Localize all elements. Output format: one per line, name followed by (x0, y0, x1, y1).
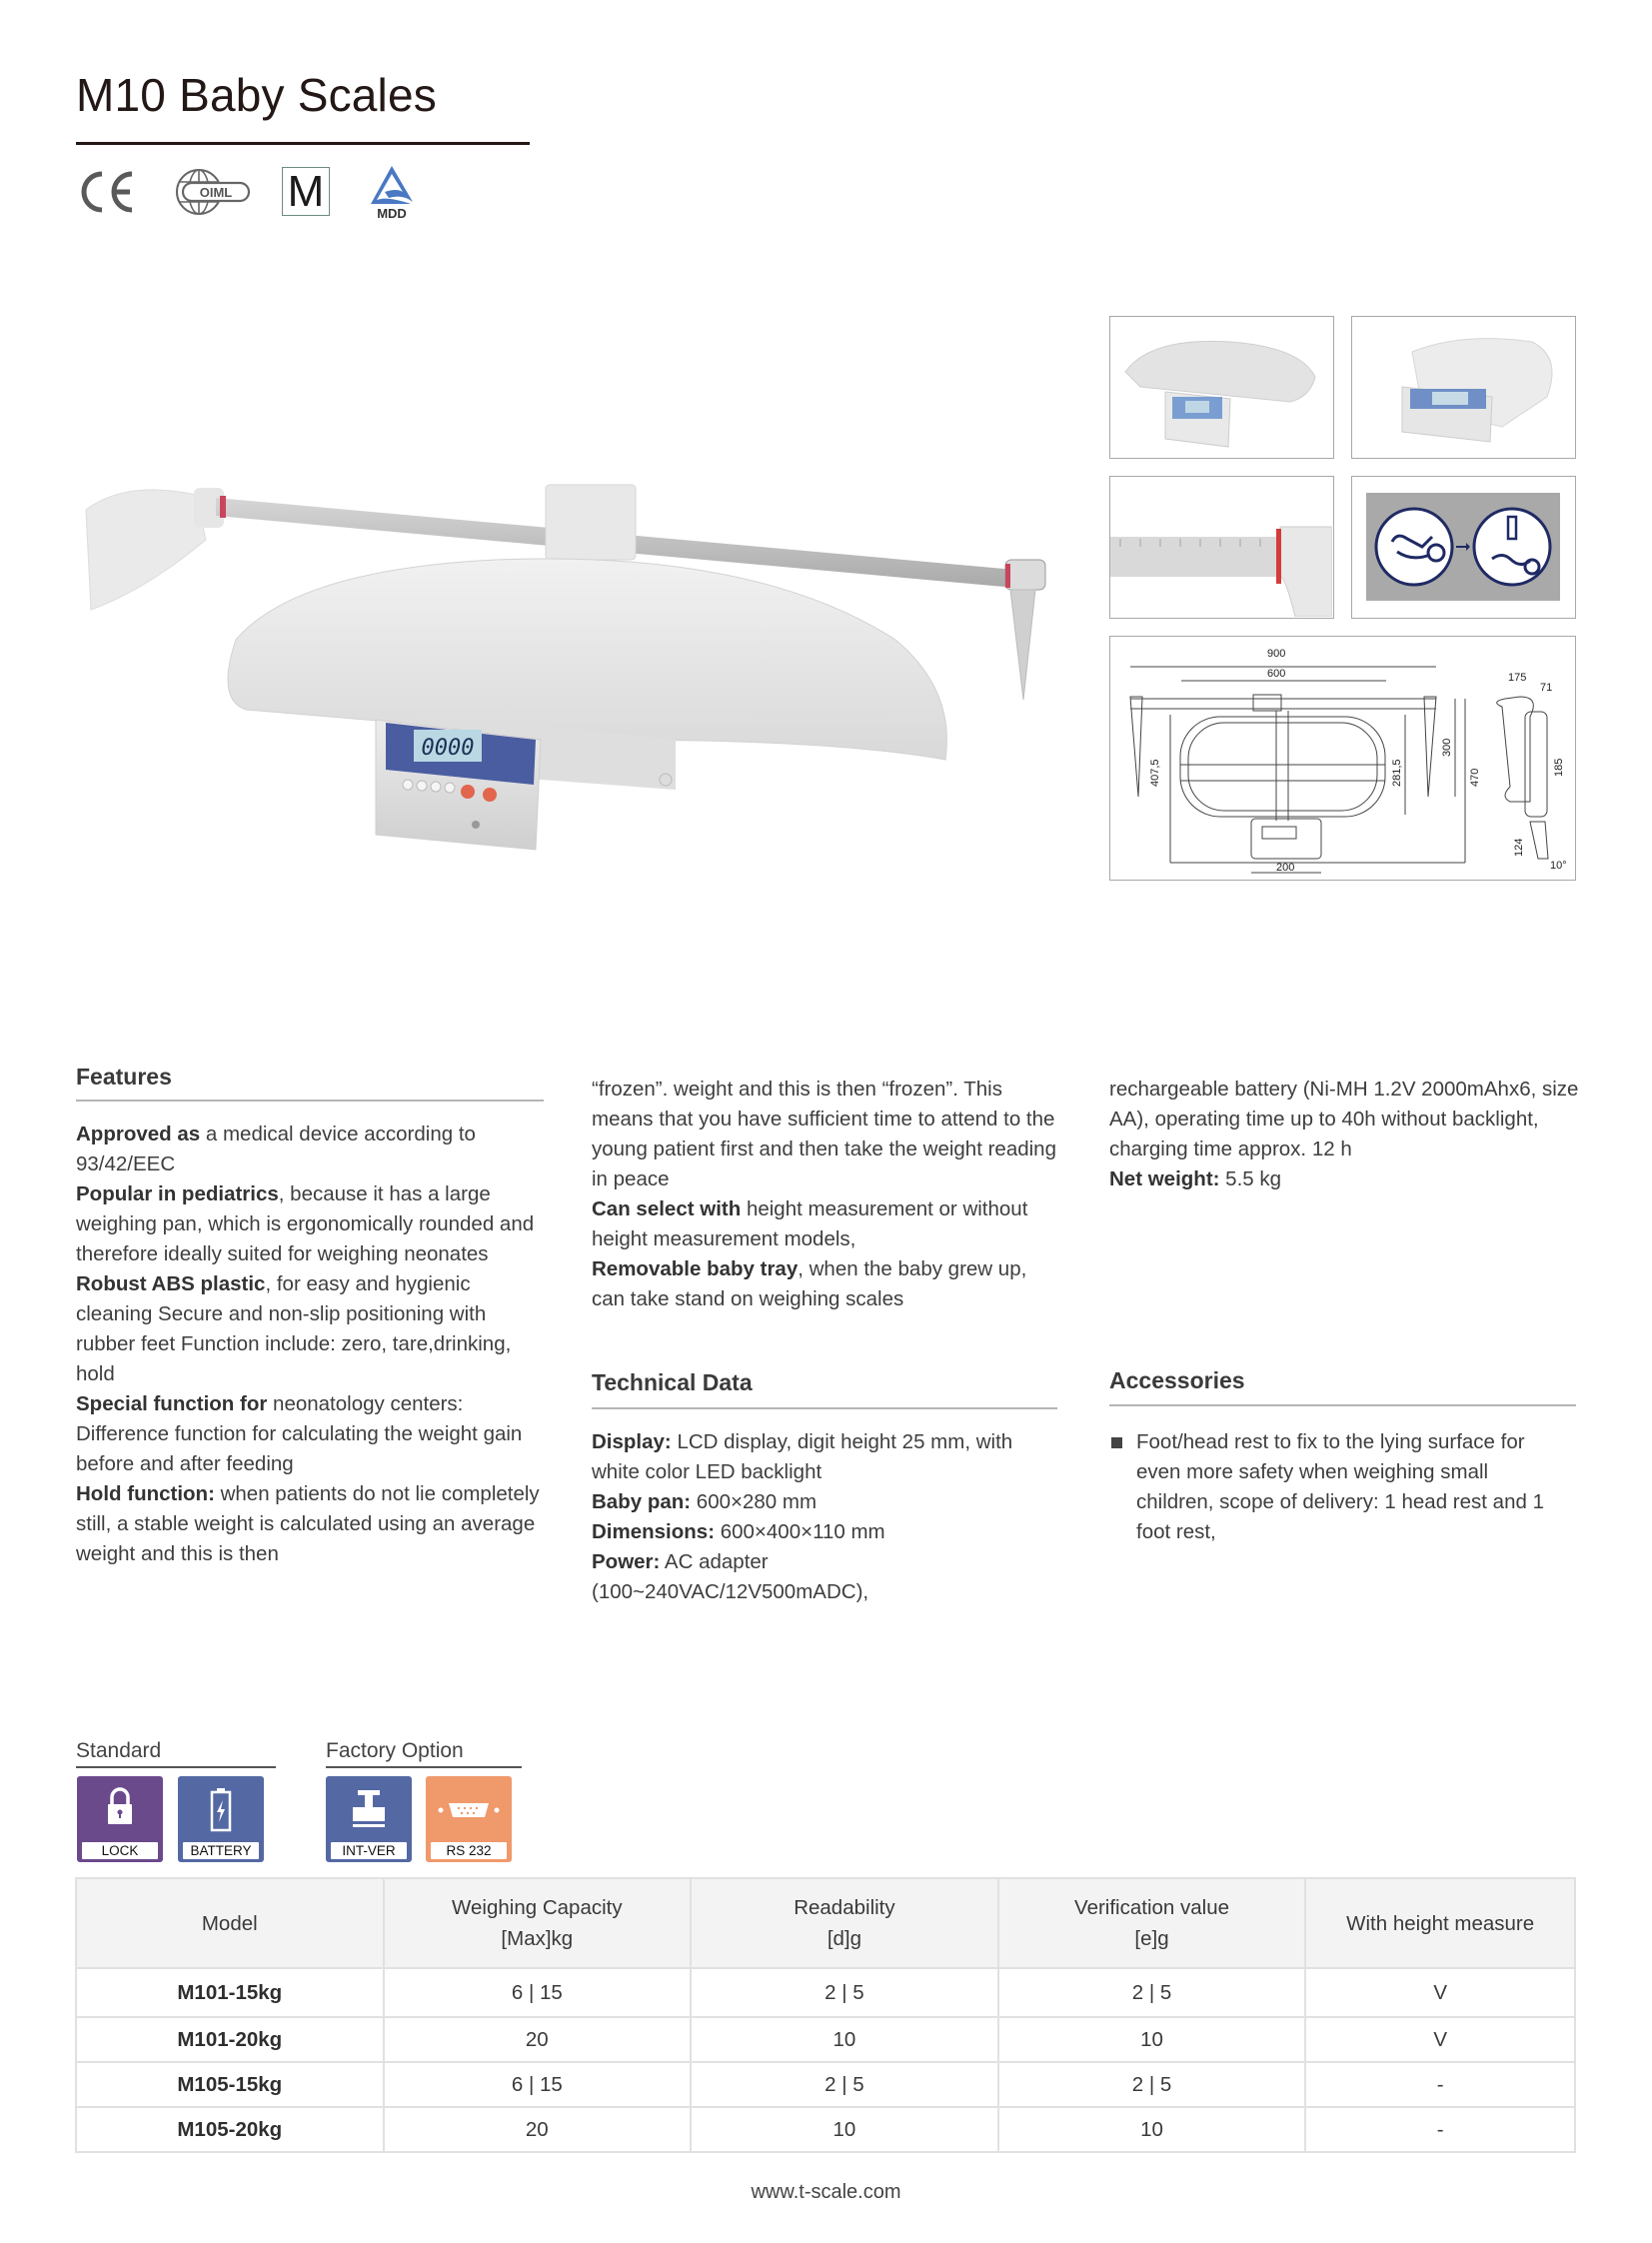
header-capacity: Weighing Capacity [Max]kg (384, 1878, 692, 1968)
factory-options-rule (326, 1766, 522, 1768)
cell-height-measure: V (1305, 2017, 1575, 2062)
accessory-item: Foot/head rest to fix to the lying surface for even more safety when weighing small children, scope of delivery: 1 head rest and 1 foot rest, (1109, 1427, 1579, 1547)
option-caption: LOCK (82, 1842, 158, 1859)
cell-readability: 10 (691, 2107, 998, 2152)
features-rule (76, 1100, 544, 1102)
cell-readability: 2 | 5 (691, 2062, 998, 2107)
dim-281-5: 281,5 (1391, 759, 1403, 787)
mdd-logo-icon (362, 160, 422, 224)
lcd-reading: 0000 (421, 736, 475, 761)
feature-item: Hold function: when patients do not lie completely still, a stable weight is calculated using an average weight and this is then (76, 1482, 540, 1565)
table-row (76, 2062, 1575, 2107)
cell-model: M105-20kg (76, 2107, 384, 2152)
dim-124: 124 (1513, 838, 1525, 857)
dim-185: 185 (1553, 758, 1565, 777)
cell-model: M101-15kg (76, 1968, 384, 2017)
accessories-heading: Accessories (1109, 1367, 1245, 1393)
footer-website[interactable]: www.t-scale.com (751, 2181, 901, 2203)
thumbnail-scale-without-rod (1109, 316, 1334, 459)
lock-icon (77, 1786, 163, 1830)
cell-readability: 2 | 5 (691, 1968, 998, 2017)
table-row (76, 2107, 1575, 2152)
features-continued (592, 1075, 1063, 1314)
cell-capacity: 20 (384, 2107, 692, 2152)
title-underline (76, 142, 530, 145)
feature-item: Approved as a medical device according to 93/42/EEC (76, 1122, 476, 1175)
metrology-m-label: M (287, 166, 325, 216)
metrology-m-mark (282, 167, 330, 216)
thumbnail-compact-scale (1351, 316, 1576, 459)
header-readability: Readability [d]g (691, 1878, 998, 1968)
cell-verification: 2 | 5 (998, 2062, 1306, 2107)
feature-item: Popular in pediatrics, because it has a large weighing pan, which is ergonomically rounded and therefore ideally suited for weighing neonates (76, 1182, 535, 1265)
option-caption: BATTERY (183, 1842, 259, 1859)
header-model: Model (76, 1878, 384, 1968)
technical-data-rule (592, 1407, 1057, 1409)
product-main-image (76, 440, 1075, 890)
dimension-drawing (1109, 636, 1576, 881)
accessories-rule (1109, 1404, 1576, 1406)
header-height-measure: With height measure (1305, 1878, 1575, 1968)
table-header-row (76, 1878, 1575, 1968)
tech-continued-text: rechargeable battery (Ni-MH 1.2V 2000mAhx6, size AA), operating time up to 40h without backlight, charging time approx. 12 h (1109, 1078, 1579, 1160)
option-tile-lock (77, 1776, 163, 1862)
option-tile-battery (178, 1776, 264, 1862)
tech-item: Baby pan: 600×280 mm (592, 1490, 818, 1513)
cell-verification: 10 (998, 2107, 1306, 2152)
technical-data-heading: Technical Data (592, 1369, 753, 1395)
standard-options-rule (76, 1766, 276, 1768)
ce-mark-icon (76, 166, 140, 218)
bullet-square-icon (1111, 1437, 1122, 1448)
feature-item: Can select with height measurement or without height measurement models, (592, 1197, 1028, 1250)
net-weight: Net weight: 5.5 kg (1109, 1167, 1282, 1190)
cell-verification: 2 | 5 (998, 1968, 1306, 2017)
tech-item: Power: AC adapter (100~240VAC/12V500mADC), (592, 1550, 869, 1603)
option-tile-int-ver (326, 1776, 412, 1862)
dim-10deg: 10° (1550, 860, 1567, 872)
dim-470: 470 (1469, 768, 1481, 787)
accessories-list (1109, 1427, 1579, 1547)
cell-model: M101-20kg (76, 2017, 384, 2062)
serial-port-icon (426, 1800, 512, 1820)
technical-data-continued (1109, 1075, 1579, 1194)
feature-continued-text: “frozen”. weight and this is then “frozen”. This means that you have sufficient time to attend to the young patient first and then take the weight reading in peace (592, 1078, 1056, 1190)
feature-item: Robust ABS plastic, for easy and hygienic cleaning Secure and non-slip positioning with rubber feet Function include: zero, tare,drinking, hold (76, 1272, 512, 1385)
header-verification: Verification value [e]g (998, 1878, 1306, 1968)
factory-options-label: Factory Option (326, 1739, 464, 1762)
cell-capacity: 6 | 15 (384, 1968, 692, 2017)
svg-text:OIML: OIML (199, 185, 233, 200)
dim-300: 300 (1441, 738, 1453, 757)
cell-capacity: 20 (384, 2017, 692, 2062)
option-caption: INT-VER (331, 1842, 407, 1859)
mdd-label: MDD (377, 205, 407, 221)
table-row (76, 2017, 1575, 2062)
cell-readability: 10 (691, 2017, 998, 2062)
tech-item: Dimensions: 600×400×110 mm (592, 1520, 885, 1543)
page-title: M10 Baby Scales (76, 69, 437, 121)
dim-407-5: 407,5 (1149, 759, 1161, 787)
dim-175: 175 (1508, 672, 1527, 684)
feature-item: Special function for neonatology centers: Difference function for calculating the weight gain before and after feeding (76, 1392, 523, 1475)
features-heading: Features (76, 1064, 172, 1090)
cell-height-measure: - (1305, 2062, 1575, 2107)
cell-height-measure: - (1305, 2107, 1575, 2152)
spec-table (75, 1877, 1576, 2153)
stamp-icon (326, 1786, 412, 1836)
battery-icon (178, 1786, 264, 1836)
option-caption: RS 232 (431, 1842, 507, 1859)
thumbnail-height-rod-detail (1109, 476, 1334, 619)
cell-height-measure: V (1305, 1968, 1575, 2017)
oiml-logo-icon (172, 166, 254, 218)
dim-600: 600 (1267, 668, 1286, 680)
technical-data-list (592, 1427, 1063, 1607)
cell-capacity: 6 | 15 (384, 2062, 692, 2107)
table-row (76, 1968, 1575, 2017)
thumbnail-feeding-function-icon (1351, 476, 1576, 619)
feature-item: Removable baby tray, when the baby grew up, can take stand on weighing scales (592, 1257, 1027, 1310)
dim-200: 200 (1276, 862, 1295, 874)
standard-options-label: Standard (76, 1739, 162, 1762)
cell-verification: 10 (998, 2017, 1306, 2062)
option-tile-rs232 (426, 1776, 512, 1862)
dim-900: 900 (1267, 648, 1286, 660)
dim-71: 71 (1540, 682, 1553, 694)
features-list (76, 1120, 546, 1569)
tech-item: Display: LCD display, digit height 25 mm, with white color LED backlight (592, 1430, 1013, 1483)
cell-model: M105-15kg (76, 2062, 384, 2107)
